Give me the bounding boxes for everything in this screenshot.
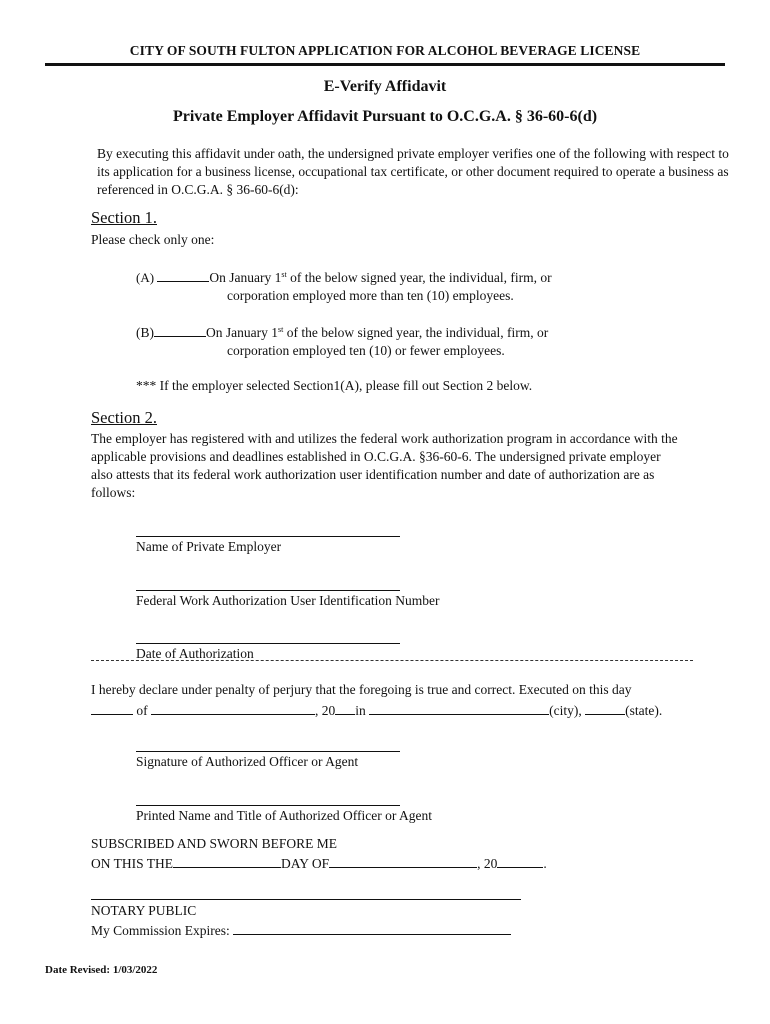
sworn-year-blank[interactable] [497,855,543,868]
date-revised: Date Revised: 1/03/2022 [45,964,158,976]
user-id-line[interactable] [136,590,400,591]
commission-expires-blank[interactable] [233,922,511,935]
sworn-day-blank[interactable] [173,855,281,868]
option-a-row [136,269,552,286]
section1-instruction: Please check only one: [91,232,215,247]
sworn-line1: SUBSCRIBED AND SWORN BEFORE ME [91,836,338,851]
sworn-year-prefix: , 20 [477,856,498,871]
employer-name-line[interactable] [136,536,400,537]
option-b-sup: st [277,325,284,334]
intro-paragraph: By executing this affidavit under oath, the undersigned private employer verifies one of the following with respect to its application for a business license, occupational tax certificate, or other document required to operate a business as referenced in O.C.G.A. § 36-60-6(d): [97,146,729,197]
option-a-check-line[interactable] [157,269,209,282]
option-a-sup: st [281,270,287,279]
of-text: of [136,703,148,718]
in-text: in [355,703,366,718]
printed-name-label: Printed Name and Title of Authorized Officer or Agent [136,808,432,823]
year-prefix-text: , 20 [315,703,336,718]
state-blank[interactable] [585,702,625,715]
option-b-check-line[interactable] [154,324,206,337]
option-b-row [136,324,548,341]
option-a-label: (A) [136,270,155,285]
user-id-label: Federal Work Authorization User Identification Number [136,593,440,608]
document-subtitle: Private Employer Affidavit Pursuant to O.C.G.A. § 36-60-6(d) [172,108,598,125]
day-of-text: DAY OF [281,856,330,871]
year-blank[interactable] [335,702,355,715]
dashed-separator [91,660,693,661]
document-title: E-Verify Affidavit [323,78,447,95]
auth-date-label: Date of Authorization [136,646,254,661]
declaration-line1: I hereby declare under penalty of perjury that the foregoing is true and correct. Executed on this day [91,682,632,697]
sworn-month-blank[interactable] [329,855,477,868]
printed-name-line[interactable] [136,805,400,806]
option-a-text-post: of the below signed year, the individual, firm, or [286,270,552,285]
day-blank[interactable] [91,702,133,715]
city-blank[interactable] [369,702,549,715]
section1-note: *** If the employer selected Section1(A), please fill out Section 2 below. [136,378,533,393]
on-this-the-text: ON THIS THE [91,856,174,871]
form-header-title: CITY OF SOUTH FULTON APPLICATION FOR ALCOHOL BEVERAGE LICENSE [129,43,641,58]
signature-label: Signature of Authorized Officer or Agent [136,754,359,769]
notary-public-label: NOTARY PUBLIC [91,903,197,918]
signature-line[interactable] [136,751,400,752]
option-a-text-pre: On January 1 [209,270,282,285]
section2-heading: Section 2. [91,408,157,427]
sworn-line2 [91,855,547,872]
month-blank[interactable] [151,702,315,715]
notary-signature-line[interactable] [91,899,521,900]
state-text: (state). [625,703,663,718]
city-text: (city), [549,703,582,718]
option-b-text-post: of the below signed year, the individual, firm, or [283,325,549,340]
section1-heading: Section 1. [91,208,157,227]
option-b-text-line2: corporation employed ten (10) or fewer employees. [227,343,505,358]
commission-row [91,922,511,939]
header-divider [45,63,725,66]
declaration-line2 [91,702,662,719]
auth-date-line[interactable] [136,643,400,644]
commission-label: My Commission Expires: [91,923,230,938]
sworn-end: . [543,856,547,871]
option-b-label: (B) [136,325,154,340]
option-a-text-line2: corporation employed more than ten (10) employees. [227,288,514,303]
option-b-text-pre: On January 1 [206,325,278,340]
section2-body: The employer has registered with and utilizes the federal work authorization program in accordance with the applicable provisions and deadlines established in O.C.G.A. §36-60-6. The undersigned private employer also attests that its federal work authorization user identification number and date of authorization are as follows: [91,431,678,500]
employer-name-label: Name of Private Employer [136,539,282,554]
